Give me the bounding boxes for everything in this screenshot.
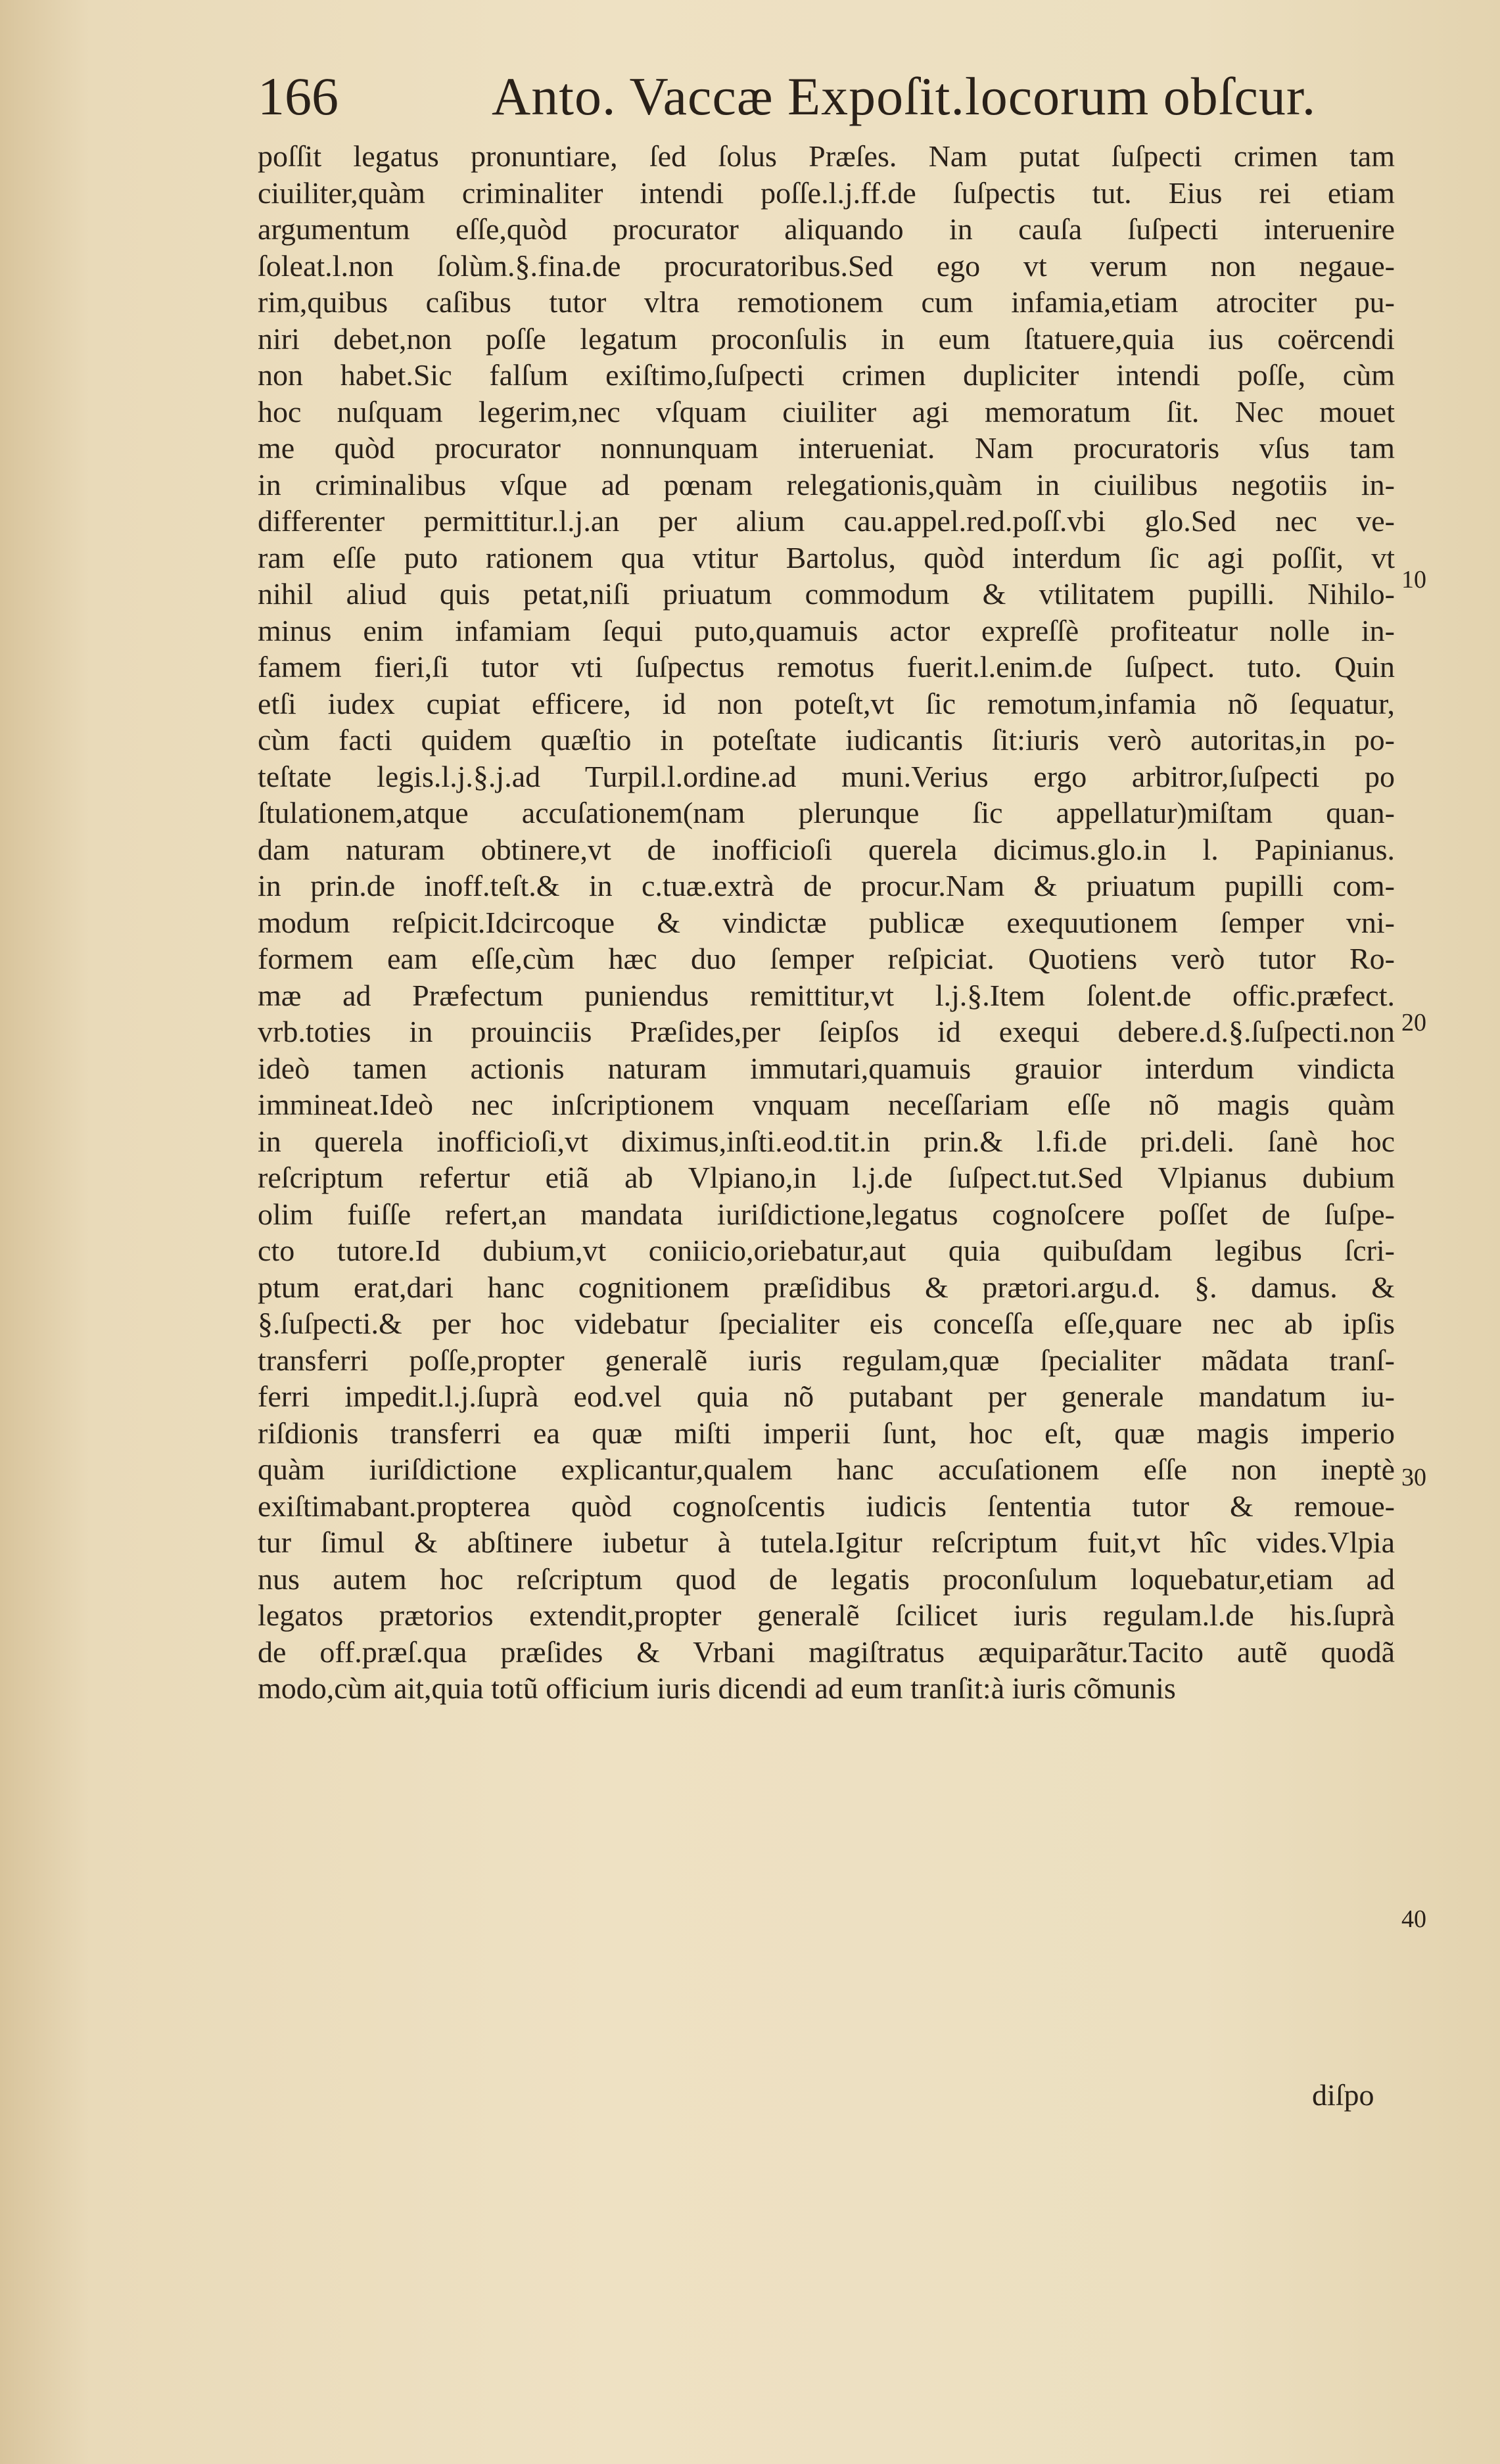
text-line: me quòd procurator nonnunquam interueniat. Nam procuratoris vſus tam xyxy=(258,431,1395,465)
text-line: non habet.Sic falſum exiſtimo,ſuſpecti crimen dupliciter intendi poſſe, cùm xyxy=(258,358,1395,392)
text-line: mæ ad Præfectum puniendus remittitur,vt l.j.§.Item ſolent.de offic.præfect. xyxy=(258,978,1395,1012)
text-line: transferri poſſe,propter generalẽ iuris regulam,quæ ſpecialiter mãdata tranſ- xyxy=(258,1343,1395,1377)
text-line: differenter permittitur.l.j.an per alium cau.appel.red.poſſ.vbi glo.Sed nec ve- xyxy=(258,504,1395,538)
text-line: §.ſuſpecti.& per hoc videbatur ſpecialiter eis conceſſa eſſe,quare nec ab ipſis xyxy=(258,1307,1395,1340)
text-line: nihil aliud quis petat,niſi priuatum commodum & vtilitatem pupilli. Nihilo- xyxy=(258,577,1395,611)
margin-line-number: 40 xyxy=(1401,1905,1426,1933)
text-line: de off.præſ.qua præſides & Vrbani magiſtratus æquiparãtur.Tacito autẽ quodã xyxy=(258,1635,1395,1669)
text-line: reſcriptum refertur etiã ab Vlpiano,in l.j.de ſuſpect.tut.Sed Vlpianus dubium xyxy=(258,1161,1395,1194)
text-line: poſſit legatus pronuntiare, ſed ſolus Præſes. Nam putat ſuſpecti crimen tam xyxy=(258,139,1395,173)
catchword: diſpo xyxy=(1312,2078,1374,2112)
text-line: minus enim infamiam ſequi puto,quamuis actor expreſſè profiteatur nolle in- xyxy=(258,613,1395,647)
text-line: etſi iudex cupiat efficere, id non poteſt,vt ſic remotum,infamia nõ ſequatur, xyxy=(258,686,1395,720)
text-line: rim,quibus caſibus tutor vltra remotionem cum infamia,etiam atrociter pu- xyxy=(258,285,1395,319)
margin-line-number: 20 xyxy=(1401,1009,1426,1036)
text-line: ſoleat.l.non ſolùm.§.fina.de procuratoribus.Sed ego vt verum non negaue- xyxy=(258,248,1395,283)
text-line: hoc nuſquam legerim,nec vſquam ciuiliter agi memoratum ſit. Nec mouet xyxy=(258,394,1395,429)
text-line: in querela inofficioſi,vt diximus,inſti.eod.tit.in prin.& l.fi.de pri.deli. ſanè hoc xyxy=(258,1124,1395,1158)
text-line: tur ſimul & abſtinere iubetur à tutela.Igitur reſcriptum fuit,vt hîc vides.Vlpia xyxy=(258,1525,1395,1559)
text-line: ferri impedit.l.j.ſuprà eod.vel quia nõ putabant per generale mandatum iu- xyxy=(258,1380,1395,1413)
text-line: ideò tamen actionis naturam immutari,quamuis grauior interdum vindicta xyxy=(258,1051,1395,1085)
text-line: ciuiliter,quàm criminaliter intendi poſſe.l.j.ff.de ſuſpectis tut. Eius rei etiam xyxy=(258,175,1395,210)
text-line: formem eam eſſe,cùm hæc duo ſemper reſpiciat. Quotiens verò tutor Ro- xyxy=(258,942,1395,975)
text-line: ſtulationem,atque accuſationem(nam plerunque ſic appellatur)miſtam quan- xyxy=(258,796,1395,829)
text-line: vrb.toties in prouinciis Præſides,per ſeipſos id exequi debere.d.§.ſuſpecti.non xyxy=(258,1015,1395,1048)
body-text xyxy=(258,138,1395,1707)
text-line: in criminalibus vſque ad pœnam relegationis,quàm in ciuilibus negotiis in- xyxy=(258,467,1395,501)
text-line: dam naturam obtinere,vt de inofficioſi querela dicimus.glo.in l. Papinianus. xyxy=(258,832,1395,866)
text-line: legatos prætorios extendit,propter generalẽ ſcilicet iuris regulam.l.de his.ſuprà xyxy=(258,1598,1395,1632)
text-line: exiſtimabant.propterea quòd cognoſcentis iudicis ſententia tutor & remoue- xyxy=(258,1489,1395,1523)
running-head: Anto. Vaccæ Expoſit.locorum obſcur. xyxy=(492,66,1317,126)
text-line: olim fuiſſe refert,an mandata iuriſdictione,legatus cognoſcere poſſet de ſuſpe- xyxy=(258,1197,1395,1231)
text-line: modo,cùm ait,quia totũ officium iuris dicendi ad eum tranſit:à iuris cõmunis xyxy=(258,1671,1176,1705)
page-header xyxy=(258,60,1317,133)
page-number: 166 xyxy=(258,66,339,126)
text-line: nus autem hoc reſcriptum quod de legatis proconſulum loquebatur,etiam ad xyxy=(258,1562,1395,1596)
text-line: argumentum eſſe,quòd procurator aliquando in cauſa ſuſpecti interuenire xyxy=(258,212,1395,246)
text-line: famem fieri,ſi tutor vti ſuſpectus remotus fuerit.l.enim.de ſuſpect. tuto. Quin xyxy=(258,650,1395,684)
text-line: ptum erat,dari hanc cognitionem præſidibus & prætori.argu.d. §. damus. & xyxy=(258,1270,1395,1304)
text-line: riſdionis transferri ea quæ miſti imperii ſunt, hoc eſt, quæ magis imperio xyxy=(258,1416,1395,1450)
text-line: immineat.Ideò nec inſcriptionem vnquam neceſſariam eſſe nõ magis quàm xyxy=(258,1088,1395,1121)
margin-line-number: 30 xyxy=(1401,1464,1426,1491)
text-line: in prin.de inoff.teſt.& in c.tuæ.extrà de procur.Nam & priuatum pupilli com- xyxy=(258,869,1395,902)
text-line: cùm facti quidem quæſtio in poteſtate iudicantis ſit:iuris verò autoritas,in po- xyxy=(258,723,1395,756)
text-line: quàm iuriſdictione explicantur,qualem hanc accuſationem eſſe non ineptè xyxy=(258,1453,1395,1486)
text-line: cto tutore.Id dubium,vt coniicio,oriebatur,aut quia quibuſdam legibus ſcri- xyxy=(258,1234,1395,1267)
text-line: modum reſpicit.Idcircoque & vindictæ publicæ exequutionem ſemper vni- xyxy=(258,905,1395,939)
text-line: niri debet,non poſſe legatum proconſulis in eum ſtatuere,quia ius coërcendi xyxy=(258,321,1395,356)
text-line: ram eſſe puto rationem qua vtitur Bartolus, quòd interdum ſic agi poſſit, vt xyxy=(258,540,1395,574)
text-line: teſtate legis.l.j.§.j.ad Turpil.l.ordine.ad muni.Verius ergo arbitror,ſuſpecti po xyxy=(258,759,1395,793)
margin-line-number: 10 xyxy=(1401,566,1426,593)
